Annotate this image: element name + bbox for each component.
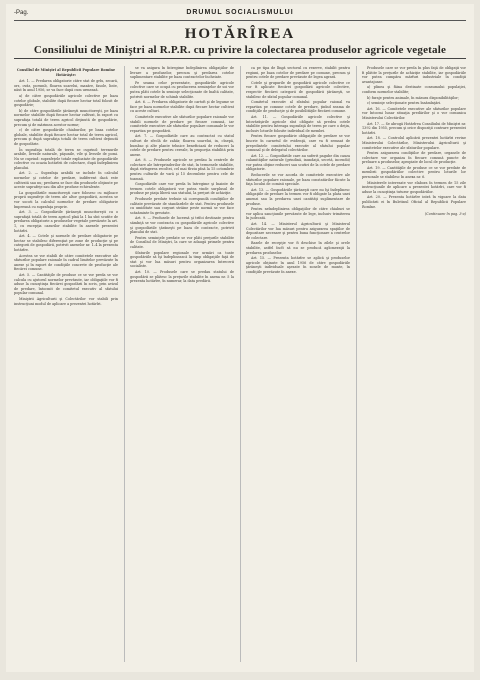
section-heading: Consiliul de Miniştri al Republicii Populare Romîne Hotărăşte: bbox=[16, 68, 116, 77]
paragraph: Comitetele executive ale sfaturilor populare raionale vor stabili normele de predare pe fiecare comună, iar comitetele executive ale sfaturilor populare comunale le vor repartiza pe gospodării. bbox=[130, 114, 234, 133]
paragraph: Art. 9. — Produsele de lucernă şi trifoi destinate pentru sămînţă se vor contracta cu gospodăriile agricole colective şi gospodăriile ţărăneşti pe baza de contracte, potrivit planului de stat. bbox=[130, 216, 234, 235]
paragraph: Art. 15. — Prezenta hotărîre se aplică şi produselor agricole obţinute în anul 1956 de către gospodăriile ţărăneşti individuale aşezate în zonele de munte, în condiţiile prevăzute în anexe. bbox=[246, 256, 350, 274]
paragraph: a) pîinea şi făina destinate consumului populaţiei, conform normelor stabilite; bbox=[362, 85, 466, 94]
paragraph: Art. 18. — Controlul aplicării prezentei hotărîri revine Ministerului Colectărilor, Ministerului Agriculturii şi comitetelor executive ale sfaturilor populare. bbox=[362, 136, 466, 150]
paragraph: Cotele şi grupurile de gospodării agricole colective ce vor fi aplicate fiecărei gospodării agricole colective, respectiv fiecărei categorii de gospodării ţărăneşti, se stabilesc de sfatul popular comunal. bbox=[246, 80, 350, 99]
paragraph: Art. 2. — Suprafaţa arabilă se include în calculul normelor şi cotelor de predare, indiferent dacă este cultivată sau nu; predarea se face din produsele obţinute pe aceste suprafeţe sau din alte produse echivalente. bbox=[14, 171, 118, 190]
paragraph: Bazele de recepţie vor fi deschise în zilele şi orele stabilite, astfel încît să nu se producă aglomeraţii la predarea produselor. bbox=[246, 241, 350, 255]
text-column-1 bbox=[14, 66, 118, 662]
text-column-4 bbox=[356, 66, 466, 662]
newspaper-name: DRUMUL SOCIALISMULUI bbox=[186, 9, 294, 16]
paragraph: Comitetul executiv al sfatului popular raional va repartiza pe comune cotele de predare, ţinînd seama de condiţiile de producţie şi de posibilităţile fiecărei comune. bbox=[246, 100, 350, 114]
paragraph: Art. 19. — Cantităţile de produse ce se vor predate de membrii gospodăriilor colective pentru loturile lor personale se stabilesc în anexa nr. 6. bbox=[362, 165, 466, 180]
text-column-2 bbox=[124, 66, 234, 662]
paragraph: Art. 12. — Gospodăriile care au suferit pagube din cauza calamităţilor naturale (grindină, inundaţii, secetă, incendii) vor putea obţine reduceri sau scutiri de la cotele de predare obligatorie. bbox=[246, 153, 350, 172]
paragraph: Art. 7. — Gospodăriile care au contractat cu statul culturi de sfeclă de zahăr, floarea soarelui, in, cînepă, bumbac şi alte plante tehnice beneficiază de reduceri la cotele de predare pentru cereale, în proporţia stabilită prin anexe. bbox=[130, 134, 234, 157]
paragraph: a) de către gospodăriile agricole colective pe baza cotelor globale, stabilite după fiecare hectar total folosit de gospodărie; bbox=[14, 93, 118, 108]
paragraph: Art. 6. — Predarea obligatorie de cartofi şi de legume se face pe baza normelor stabilite după fiecare hectar cultivat cu aceste culturi. bbox=[130, 100, 234, 114]
paragraph: Art. 10. — Produsele care se predau statului de gospodării se plătesc la preţurile stabilite în anexa nr. 5 la prezenta hotărîre, în numerar, la data predării. bbox=[130, 269, 234, 284]
paragraph: Acestea se vor stabili de către comitetele executive ale sfaturilor populare raionale în cadrul limitelor prevăzute în anexe şi în raport de condiţiile concrete de producţie ale fiecărei comune. bbox=[14, 253, 118, 272]
paragraph: Pentru neîndeplinirea obligaţiilor de către chiaburi se vor aplica sancţiunile prevăzute de lege, inclusiv trimiterea în judecată. bbox=[246, 207, 350, 221]
paragraph: Ministerele interesate vor elabora în termen de 15 zile instrucţiunile de aplicare a prezentei hotărîri, care vor fi aduse la cunoştinţa tuturor gospodăriilor. bbox=[362, 180, 466, 194]
paragraph: Produsele care se vor preda în plus faţă de obligaţii vor fi plătite la preţurile de achiziţie stabilite, iar gospodăriile vor putea cumpăra mărfuri industriale în condiţii avantajoase. bbox=[362, 66, 466, 84]
paragraph: Art. 8. — Produsele agricole se predau la centrele de colectare ale întreprinderilor de stat, în termenele stabilite, după strîngerea recoltei, cel mai tîrziu pînă la 15 octombrie pentru culturile de vară şi 15 decembrie pentru cele de toamnă. bbox=[130, 158, 234, 181]
paragraph: Art. 4. — Cotele şi normele de predare obligatorie pe hectar se stabilesc diferenţiat pe zone de producţie şi pe categorii de gospodării, potrivit anexelor nr. 1–4 la prezenta hotărîre. bbox=[14, 234, 118, 252]
paragraph: Gospodăriile care vor preda în întregime şi înainte de termen cotele obligatorii vor putea vinde surplusul de produse pe piaţa liberă sau statului, la preţuri de achiziţie. bbox=[130, 182, 234, 196]
paragraph: Reducerile se vor acorda de comitetele executive ale sfaturilor populare raionale, pe baza constatărilor făcute la faţa locului de comisii speciale. bbox=[246, 173, 350, 187]
paragraph: Art. 3. — Gospodăriile ţărăneşti muncitoreşti cu o suprafaţă totală de teren agricol pînă la 1 ha sînt scutite de predarea obligatorie a produselor vegetale prevăzute la art. 1, cu excepţia cazurilor stabilite în anexele prezentei hotărîri. bbox=[14, 210, 118, 233]
page-number: -Pag. bbox=[14, 10, 29, 16]
paragraph: Art. 20. — Prezenta hotărîre intră în vigoare la data publicării ei în Buletinul Oficial al Republicii Populare Romîne. bbox=[362, 195, 466, 209]
paragraph: Art. 14. — Ministerul Agriculturii şi Ministerul Colectărilor vor lua măsuri pentru asigurarea spaţiilor de depozitare necesare şi pentru buna funcţionare a centrelor de colectare. bbox=[246, 222, 350, 240]
paragraph: Art. 16. — Comitetele executive ale sfaturilor populare vor întocmi lunar situaţia predărilor şi o vor comunica Ministerului Colectărilor. bbox=[362, 106, 466, 120]
paragraph: Art. 17. — Se abrogă Hotărîrea Consiliului de Miniştri nr. 1392 din 1955, precum şi orice dispoziţii contrare prezentei hotărîri. bbox=[362, 121, 466, 135]
paragraph: Pentru asigurarea condiţiilor de predare, organele de colectare vor organiza în fiecare comună puncte de preluare a produselor, apropiate de locul de producţie. bbox=[362, 151, 466, 165]
paragraph: În suprafaţa totală de teren se cuprind: terenurile arabile, livezile naturale, păşunile, vile şi livezile de pomi. Nu se cuprind: suprafeţele totale exploatate de gospodăriile colective cu ocazia hotărîrii de colectare, după îndeplinirea planului. bbox=[14, 147, 118, 170]
paragraph: Art. 13. — Gospodăriile ţărăneşti care nu îşi îndeplinesc obligaţiile de predare la termen vor fi obligate la plata unei amenzi sau la predarea unei cantităţi suplimentare de produse. bbox=[246, 187, 350, 206]
paragraph: Art. 5. — Cantităţile de produse ce se vor preda se vor calcula cu ajutorul normelor prevăzute, iar obligaţiile vor fi aduse la cunoştinţa fiecărei gospodării în scris, prin avizul de predare, întocmit de comitetul executiv al sfatului popular comunal. bbox=[14, 272, 118, 296]
paragraph: ca pe tipa de lîngă sectorul cu rezerve, stabilit pentru regiuni, pe baza cotelor de predare pe comune, precum şi pentru cotele de predare prevăzute de legea agrară. bbox=[246, 66, 350, 80]
paragraph: Pentru seminţele predate se vor plăti preţurile stabilite de Consiliul de Miniştri, la care se adaugă primele pentru calitate. bbox=[130, 235, 234, 249]
paragraph: Pe seama celor prezentate, gospodăriile agricole colective care se ocupă cu producerea seminţelor de soi vor putea plăti cotele în seminţe selecţionate de înaltă calitate, potrivit normelor de schimb stabilite. bbox=[130, 80, 234, 99]
paragraph: c) seminţe selecţionate pentru însămînţări. bbox=[367, 101, 442, 106]
paragraph: c) de către gospodăriile chiaburilor, pe baza cotelor globale, stabilite după fiecare hectar total de teren agricol, precum şi după suprafaţa totală de teren cultivat deţinută de gospodărie. bbox=[14, 128, 118, 146]
paragraph: Art. 11. — Gospodăriile agricole colective şi întovărăşirile agricole sînt obligate să predea cotele stabilite pentru întreaga suprafaţă de teren pe care o deţin, inclusiv loturile folosite individual de membri. bbox=[246, 114, 350, 133]
paragraph: b) furaje pentru animale, în măsura disponibilităţilor; bbox=[367, 95, 460, 100]
paragraph: La gospodăriile muncitoreşti care folosesc cu mijloace proprii suprafeţe de teren ale altor gospodării, acestea se vor socoti la calculul normelor de predare obligatorie împreună cu suprafaţa proprie. bbox=[14, 190, 118, 209]
paragraph: se va asigura în întregime îndeplinirea obligaţiilor de livrare a produselor, precum şi predarea cotelor suplimentare stabilite pe baza contractelor încheiate. bbox=[130, 66, 234, 80]
text-column-3 bbox=[240, 66, 350, 662]
paragraph: Miniştrii Agriculturii şi Colectărilor vor stabili prin instrucţiuni modul de aplicare a prezentei hotărîri. bbox=[14, 296, 118, 306]
newspaper-page bbox=[6, 4, 474, 672]
paragraph: b) de către gospodăriile ţărăneşti muncitoreşti, pe baza normelor stabilite după fiecare hectar cultivat, în raport cu suprafaţa totală de teren agricol deţinută de gospodărie, precum şi de mărimea acestor norme; bbox=[14, 108, 118, 127]
paragraph: Produsele predate trebuie să corespundă condiţiilor de calitate prevăzute de standardele de stat. Pentru produsele cu umiditate sau corpuri străine peste normă se vor face scăzăminte în greutate. bbox=[130, 197, 234, 215]
article-title: HOTĂRÎREA bbox=[184, 26, 296, 42]
page-header bbox=[14, 8, 466, 21]
article-body bbox=[14, 66, 466, 662]
paragraph: Art. 1. — Predarea obligatorie către stat de grîu, secară, orz, ovăz, porumb, floarea soarelui, mazăre, fasole, linte, năut în anul 1956, se va face după cum urmează. bbox=[14, 79, 118, 93]
article-subtitle: Consiliului de Miniştri al R.P.R. cu privire la colectarea produselor agricole vegetale bbox=[14, 44, 466, 59]
paragraph: Sfaturile populare regionale vor urmări ca toate gospodăriile să îşi îndeplinească la timp obligaţiile faţă de stat şi vor lua măsuri pentru organizarea întrecerii socialiste. bbox=[130, 250, 234, 269]
continuation-note: (Continuare în pag. 3-a) bbox=[424, 212, 466, 217]
paragraph: Pentru fiecare gospodărie obligaţiile de predare se vor înscrie în carnetul de evidenţă, care va fi semnat de preşedintele comitetului executiv al sfatului popular comunal şi de delegatul colectărilor. bbox=[246, 134, 350, 153]
